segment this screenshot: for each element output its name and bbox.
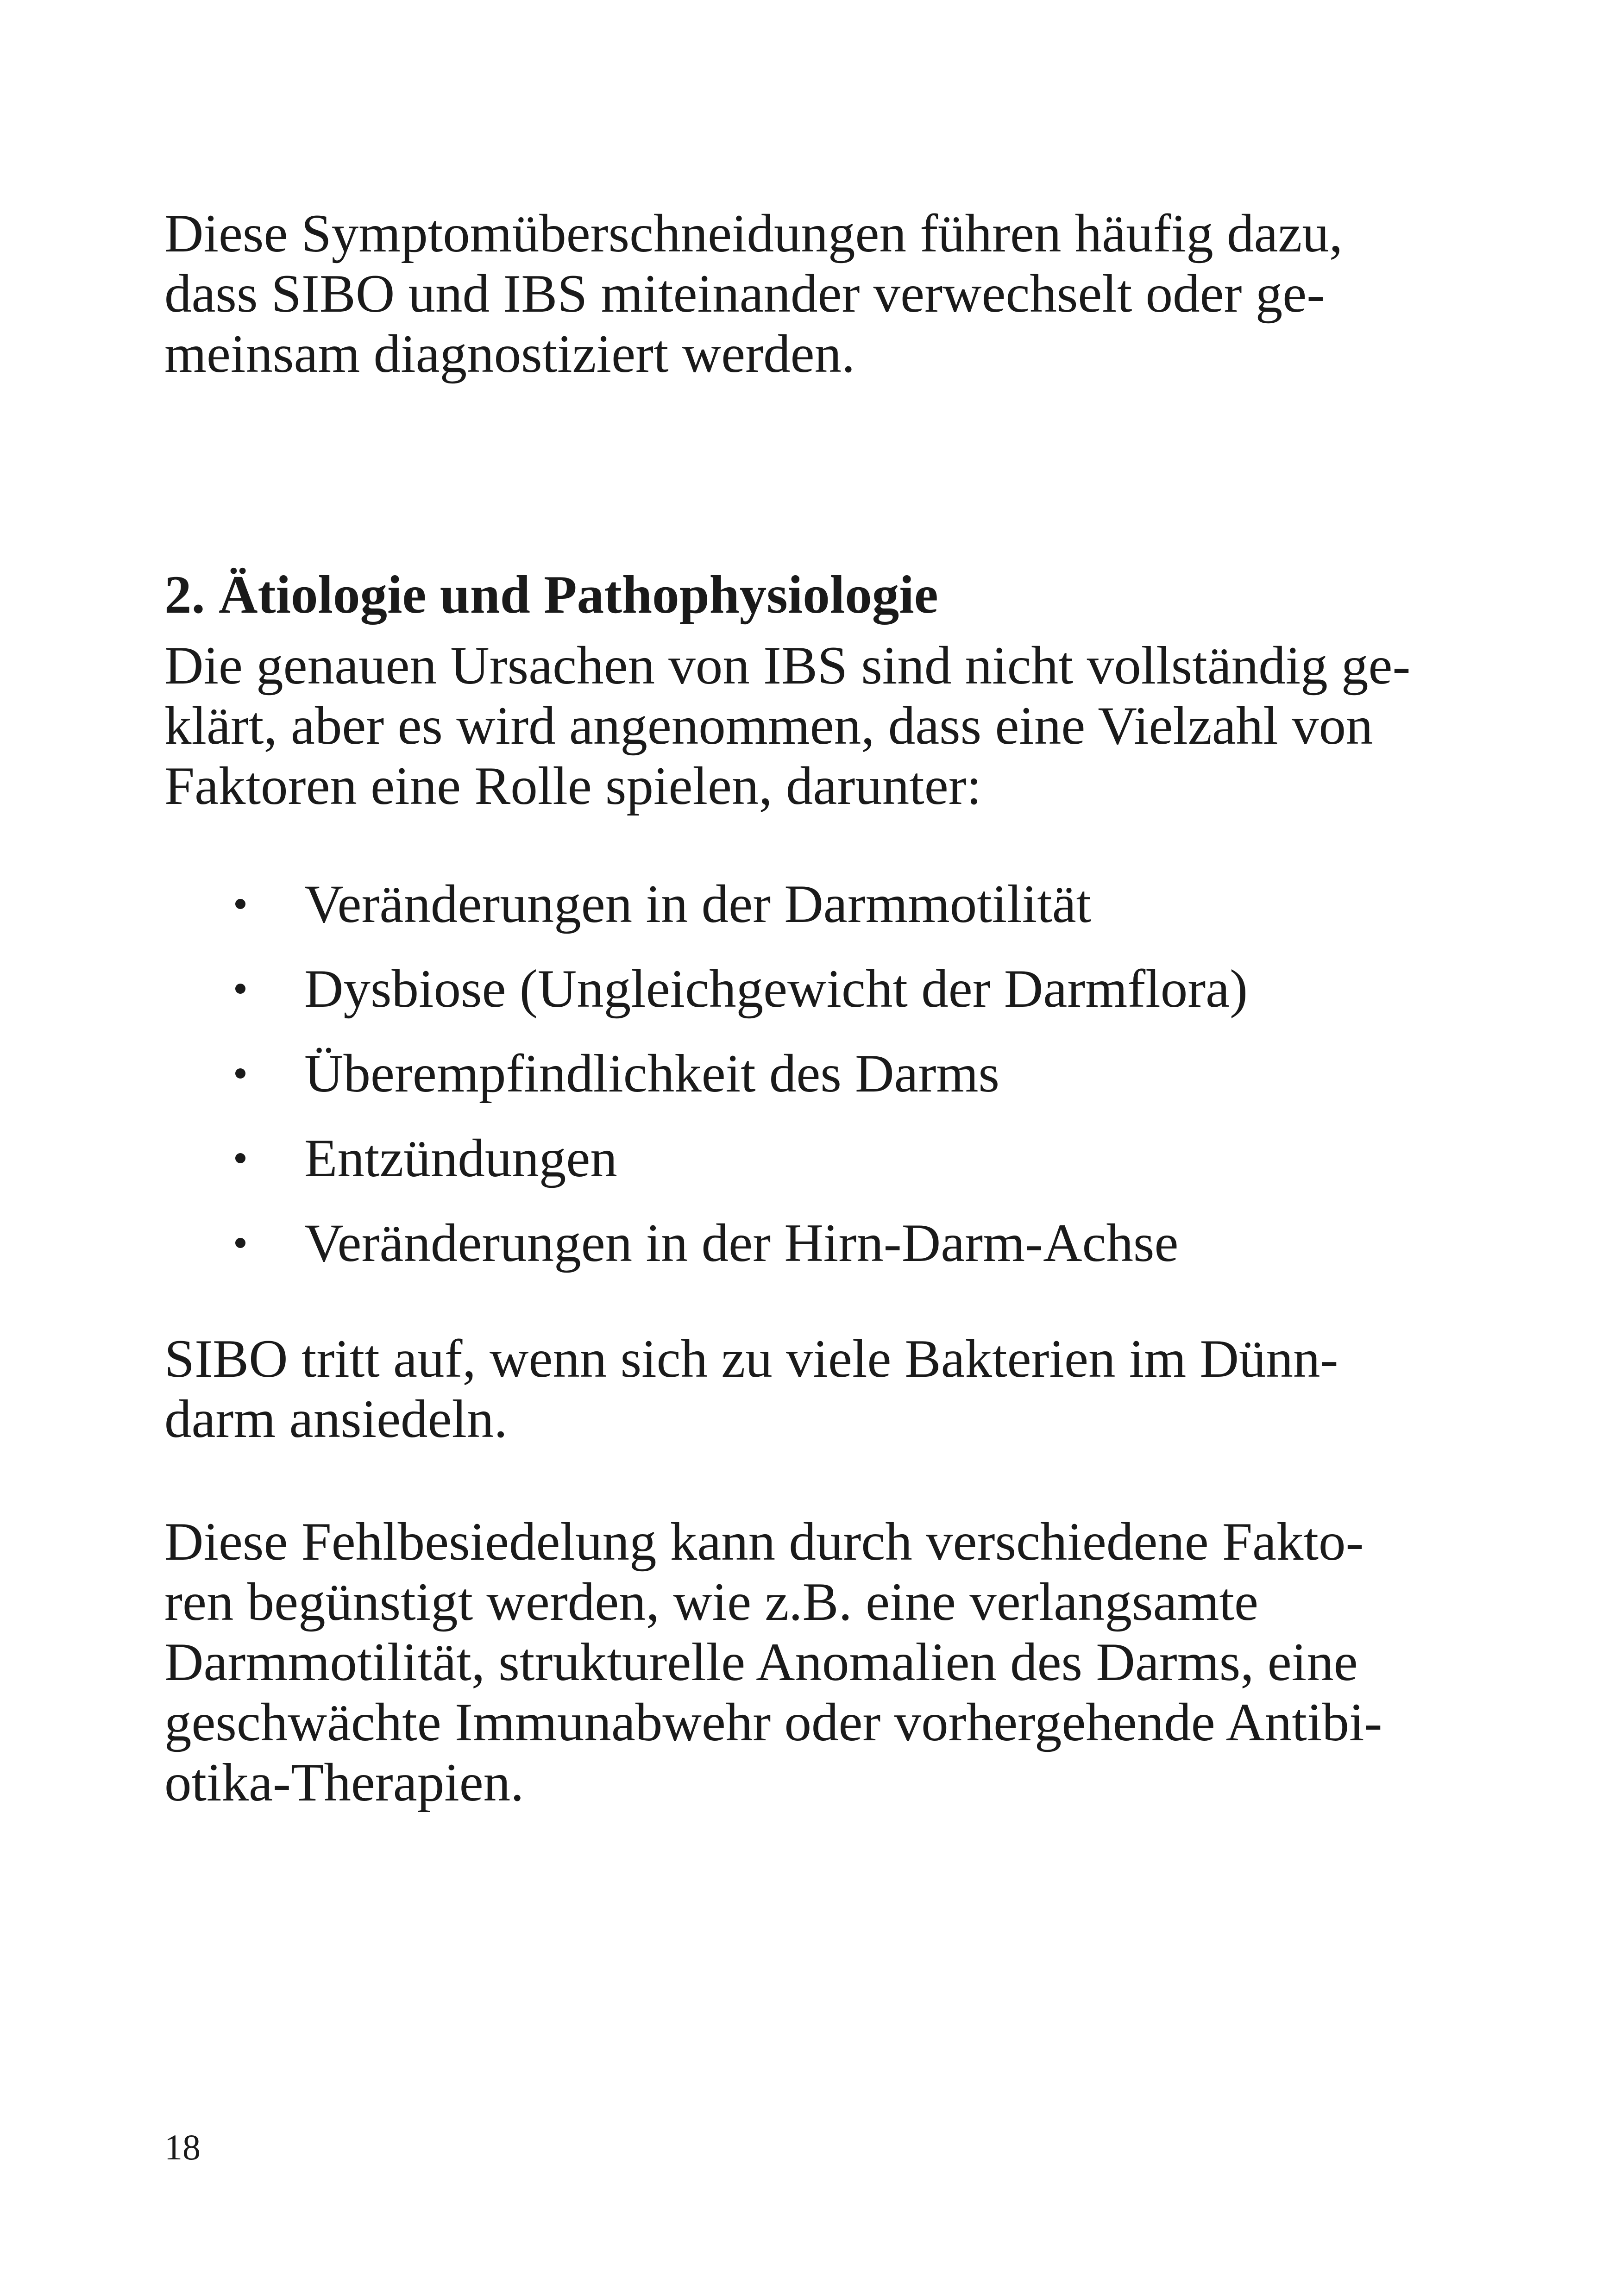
list-item-label: Dysbiose (Ungleichgewicht der Darmflora): [304, 959, 1248, 1019]
text-line: Die genauen Ursachen von IBS sind nicht vollständig ge-: [164, 636, 1411, 696]
bullet-icon: [235, 1153, 245, 1163]
list-item: [0, 874, 1621, 935]
bullet-icon: [235, 1068, 245, 1079]
text-line: klärt, aber es wird angenommen, dass eine Vielzahl von: [164, 696, 1373, 756]
text-line: Darmmotilität, strukturelle Anomalien des Darms, eine: [164, 1632, 1358, 1692]
text-line: otika-Therapien.: [164, 1753, 524, 1813]
list-item-label: Veränderungen in der Hirn-Darm-Achse: [304, 1213, 1179, 1273]
text-line: ren begünstigt werden, wie z.B. eine verlangsamte: [164, 1572, 1258, 1632]
list-item-label: Überempfindlichkeit des Darms: [304, 1044, 1000, 1104]
text-line: dass SIBO und IBS miteinander verwechselt oder ge-: [164, 264, 1325, 324]
text-line: meinsam diagnostiziert werden.: [164, 324, 855, 384]
text-line: Diese Fehlbesiedelung kann durch verschiedene Fakto-: [164, 1512, 1364, 1572]
section-heading: 2. Ätiologie und Pathophysiologie: [164, 565, 938, 625]
text-line: Faktoren eine Rolle spielen, darunter:: [164, 756, 982, 816]
bullet-icon: [235, 1238, 245, 1248]
bullet-icon: [235, 899, 245, 909]
list-item: [0, 1129, 1621, 1189]
text-line: SIBO tritt auf, wenn sich zu viele Bakterien im Dünn-: [164, 1329, 1338, 1389]
bullet-icon: [235, 984, 245, 994]
text-line: darm ansiedeln.: [164, 1389, 508, 1449]
page-number: 18: [164, 2127, 201, 2167]
text-line: Diese Symptomüberschneidungen führen häufig dazu,: [164, 204, 1343, 263]
text-line: geschwächte Immunabwehr oder vorhergehende Antibi-: [164, 1693, 1382, 1752]
list-item-label: Veränderungen in der Darmmotilität: [304, 874, 1092, 934]
list-item: [0, 1044, 1621, 1104]
list-item-label: Entzündungen: [304, 1129, 617, 1188]
list-item: [0, 959, 1621, 1019]
list-item: [0, 1213, 1621, 1273]
